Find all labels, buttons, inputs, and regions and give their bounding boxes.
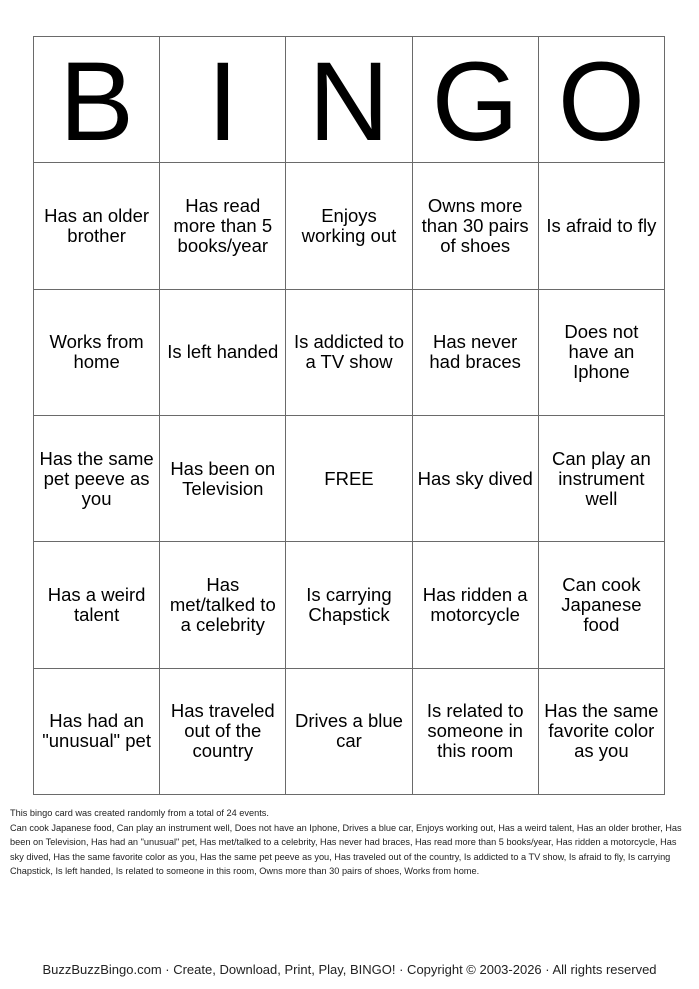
header-letter-b: B [34, 37, 160, 163]
bingo-cell[interactable]: Has ridden a motorcycle [412, 542, 538, 668]
bingo-cell[interactable]: Is addicted to a TV show [286, 289, 412, 415]
bingo-cell[interactable]: Is left handed [160, 289, 286, 415]
grid-row-2 [34, 289, 665, 415]
bingo-cell[interactable]: Owns more than 30 pairs of shoes [412, 163, 538, 289]
header-letter-n: N [286, 37, 412, 163]
bingo-cell[interactable]: Is related to someone in this room [412, 668, 538, 794]
bingo-card [33, 36, 665, 795]
grid-row-3 [34, 415, 665, 541]
bingo-cell[interactable]: Has been on Television [160, 415, 286, 541]
free-space-cell[interactable]: FREE [286, 415, 412, 541]
note-summary: This bingo card was created randomly from a total of 24 events. [10, 808, 269, 818]
bingo-cell[interactable]: Has had an "unusual" pet [34, 668, 160, 794]
header-letter-g: G [412, 37, 538, 163]
header-letter-o: O [538, 37, 664, 163]
header-row [34, 37, 665, 163]
bingo-cell[interactable]: Has the same pet peeve as you [34, 415, 160, 541]
bingo-cell[interactable]: Has never had braces [412, 289, 538, 415]
bingo-cell[interactable]: Has a weird talent [34, 542, 160, 668]
bingo-cell[interactable]: Does not have an Iphone [538, 289, 664, 415]
bingo-cell[interactable]: Can cook Japanese food [538, 542, 664, 668]
bingo-cell[interactable]: Has the same favorite color as you [538, 668, 664, 794]
bingo-cell[interactable]: Has met/talked to a celebrity [160, 542, 286, 668]
note-events: Can cook Japanese food, Can play an instrument well, Does not have an Iphone, Drives a blue car, Enjoys working out, Has a weird talent, Has an older brother, Has been on Television, Has had an "unusual" pet, Has met/talked to a celebrity, Has never had braces, Has read more than 5 books/year, Has ridden a motorcycle, Has sky dived, Has the same favorite color as you, Has the same pet peeve as you, Has traveled out of the country, Is addicted to a TV show, Is afraid to fly, Is carrying Chapstick, Is left handed, Is related to someone in this room, Owns more than 30 pairs of shoes, Works from home. [10, 822, 682, 876]
bingo-cell[interactable]: Works from home [34, 289, 160, 415]
bingo-cell[interactable]: Can play an instrument well [538, 415, 664, 541]
header-letter-i: I [160, 37, 286, 163]
grid-row-5 [34, 668, 665, 794]
bingo-cell[interactable]: Is carrying Chapstick [286, 542, 412, 668]
event-list-note [10, 806, 690, 879]
footer-copyright: BuzzBuzzBingo.com · Create, Download, Print, Play, BINGO! · Copyright © 2003-2026 · All rights reserved [42, 962, 657, 977]
grid-row-4 [34, 542, 665, 668]
bingo-cell[interactable]: Enjoys working out [286, 163, 412, 289]
grid-row-1 [34, 163, 665, 289]
bingo-cell[interactable]: Has traveled out of the country [160, 668, 286, 794]
bingo-cell[interactable]: Has sky dived [412, 415, 538, 541]
bingo-cell[interactable]: Drives a blue car [286, 668, 412, 794]
bingo-cell[interactable]: Is afraid to fly [538, 163, 664, 289]
bingo-cell[interactable]: Has read more than 5 books/year [160, 163, 286, 289]
bingo-cell[interactable]: Has an older brother [34, 163, 160, 289]
